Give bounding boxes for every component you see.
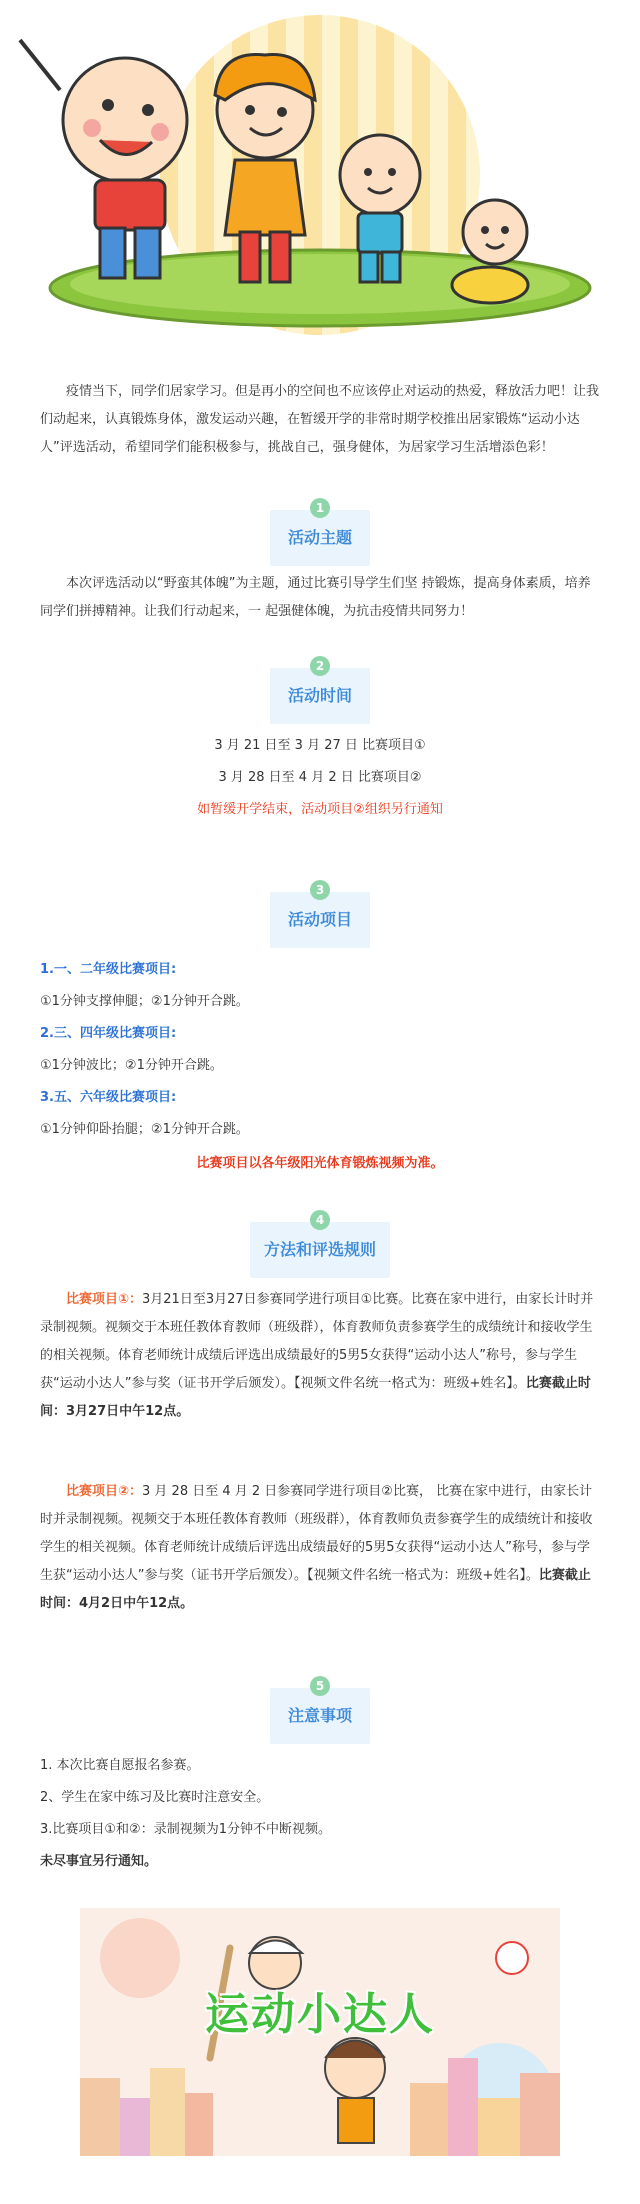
grade56-label: 3.五、六年级比赛项目: bbox=[40, 1090, 177, 1105]
rule-1-text: 3月21日至3月27日参赛同学进行项目①比赛。比赛在家中进行，由家长计时并录制视频。视频交于本班任教体育教师（班级群），体育教师负责参赛学生的成绩统计和接收学生的相关视频。体育老师统计成绩后评选出成绩最好的5男5女获得“运动小达人”称号，参与学生获“运动小达人”参与奖（证书开学后颁发）。【视频文件名统一格式为：班级+姓名】。 bbox=[40, 1292, 594, 1391]
family-exercise-illustration bbox=[0, 0, 640, 340]
rule-2-text: 3 月 28 日至 4 月 2 日参赛同学进行项目②比赛， 比赛在家中进行，由家长计时并录制视频。视频交于本班任教体育教师（班级群），体育教师负责参赛学生的成绩统计和接收学生的相关视频。体育老师统计成绩后评选出成绩最好的5男5女获得“运动小达人”称号，参与学生获“运动小达人”参与奖（证书开学后颁发）。【视频文件名统一格式为：班级+姓名】。 bbox=[40, 1484, 593, 1583]
dad-figure bbox=[20, 40, 187, 278]
banner-title: 运动小达人 bbox=[205, 1989, 435, 2040]
time-line-2: 3 月 28 日至 4 月 2 日 比赛项目② bbox=[218, 770, 422, 785]
section-title: 活动主题 bbox=[270, 510, 370, 566]
section-number: 1 bbox=[310, 498, 330, 518]
note-2: 2、学生在家中练习及比赛时注意安全。 bbox=[40, 1790, 270, 1805]
theme-paragraph: 本次评选活动以“野蛮其体魄”为主题，通过比赛引导学生们坚 持锻炼，提高身体素质，培养同学们拼搏精神。让我们行动起来，一 起强健体魄，为抗击疫情共同努力！ bbox=[40, 576, 591, 619]
section-notes-heading bbox=[270, 1676, 370, 1760]
grade56-items: ①1分钟仰卧抬腿；②1分钟开合跳。 bbox=[40, 1122, 249, 1137]
rule-2-label: 比赛项目②： bbox=[66, 1484, 143, 1499]
rule-2-deadline: 比赛截止时间：4月2日中午12点。 bbox=[40, 1568, 591, 1611]
rule-1-deadline: 比赛截止时间：3月27日中午12点。 bbox=[40, 1376, 591, 1419]
section-title: 活动项目 bbox=[270, 892, 370, 948]
rule-2-paragraph bbox=[40, 1478, 600, 1618]
rule-1-label: 比赛项目①： bbox=[66, 1292, 143, 1307]
grade34-label: 2.三、四年级比赛项目: bbox=[40, 1026, 177, 1041]
section-title: 方法和评选规则 bbox=[250, 1222, 390, 1278]
section-projects-heading bbox=[270, 880, 370, 964]
section-time-heading bbox=[270, 656, 370, 740]
rule-1-paragraph bbox=[40, 1286, 600, 1426]
intro-paragraph: 疫情当下，同学们居家学习。但是再小的空间也不应该停止对运动的热爱，释放活力吧！让我们动起来，认真锻炼身体，激发运动兴趣，在暂缓开学的非常时期学校推出居家锻炼“运动小达人”评选活动，希望同学们能积极参与，挑战自己，强身健体，为居家学习生活增添色彩！ bbox=[40, 384, 600, 455]
note-1: 1. 本次比赛自愿报名参赛。 bbox=[40, 1758, 200, 1773]
grade34-items: ①1分钟波比；②1分钟开合跳。 bbox=[40, 1058, 223, 1073]
section-number: 3 bbox=[310, 880, 330, 900]
section-number: 2 bbox=[310, 656, 330, 676]
section-title: 活动时间 bbox=[270, 668, 370, 724]
grade12-items: ①1分钟支撑伸腿；②1分钟开合跳。 bbox=[40, 994, 249, 1009]
note-3: 3.比赛项目①和②：录制视频为1分钟不中断视频。 bbox=[40, 1822, 331, 1837]
section-title: 注意事项 bbox=[270, 1688, 370, 1744]
note-4: 未尽事宜另行通知。 bbox=[40, 1854, 158, 1869]
time-line-1: 3 月 21 日至 3 月 27 日 比赛项目① bbox=[214, 738, 426, 753]
section-number: 5 bbox=[310, 1676, 330, 1696]
section-number: 4 bbox=[310, 1210, 330, 1230]
projects-note: 比赛项目以各年级阳光体育锻炼视频为准。 bbox=[196, 1156, 444, 1171]
grade12-label: 1.一、二年级比赛项目: bbox=[40, 962, 177, 977]
section-rules-heading bbox=[250, 1210, 390, 1294]
time-notice: 如暂缓开学结束，活动项目②组织另行通知 bbox=[197, 802, 443, 817]
